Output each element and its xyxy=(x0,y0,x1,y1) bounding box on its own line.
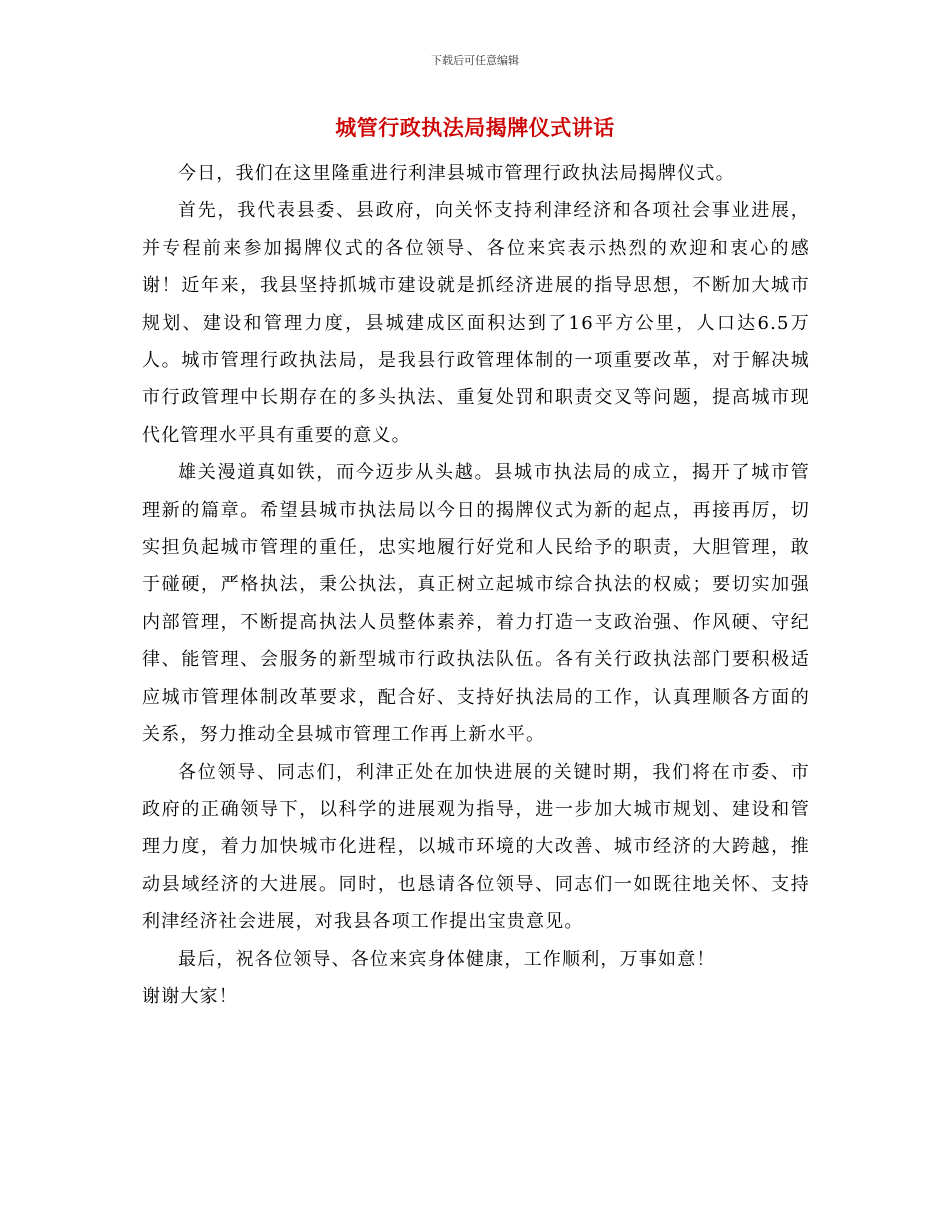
paragraph-welcome: 首先，我代表县委、县政府，向关怀支持利津经济和各项社会事业进展，并专程前来参加揭牌仪式的各位领导、各位来宾表示热烈的欢迎和衷心的感谢！近年来，我县坚持抓城市建设就是抓经济进展的指导思想，不断加大城市规划、建设和管理力度，县城建成区面积达到了16平方公里，人口达6.5万人。城市管理行政执法局，是我县行政管理体制的一项重要改革，对于解决城市行政管理中长期存在的多头执法、重复处罚和职责交叉等问题，提高城市现代化管理水平具有重要的意义。 xyxy=(142,200,810,446)
paragraph-wishes: 最后，祝各位领导、各位来宾身体健康，工作顺利，万事如意！ xyxy=(178,948,716,970)
paragraph-opening: 今日，我们在这里隆重进行利津县城市管理行政执法局揭牌仪式。 xyxy=(178,163,735,184)
document-body xyxy=(142,155,810,1015)
header-note: 下载后可任意编辑 xyxy=(431,54,519,67)
closing-thanks: 谢谢大家！ xyxy=(142,985,238,1007)
document-title: 城管行政执法局揭牌仪式讲话 xyxy=(335,115,615,140)
paragraph-commitment: 各位领导、同志们，利津正处在加快进展的关键时期，我们将在市委、市政府的正确领导下，以科学的进展观为指导，进一步加大城市规划、建设和管理力度，着力加快城市化进程，以城市环境的大改善、城市经济的大跨越，推动县域经济的大进展。同时，也恳请各位领导、同志们一如既往地关怀、支持利津经济社会进展，对我县各项工作提出宝贵意见。 xyxy=(142,761,810,933)
paragraph-expectations: 雄关漫道真如铁，而今迈步从头越。县城市执法局的成立，揭开了城市管理新的篇章。希望县城市执法局以今日的揭牌仪式为新的起点，再接再厉，切实担负起城市管理的重任，忠实地履行好党和人民给予的职责，大胆管理，敢于碰硬，严格执法，秉公执法，真正树立起城市综合执法的权威；要切实加强内部管理，不断提高执法人员整体素养，着力打造一支政治强、作风硬、守纪律、能管理、会服务的新型城市行政执法队伍。各有关行政执法部门要积极适应城市管理体制改革要求，配合好、支持好执法局的工作，认真理顺各方面的关系，努力推动全县城市管理工作再上新水平。 xyxy=(142,462,810,746)
